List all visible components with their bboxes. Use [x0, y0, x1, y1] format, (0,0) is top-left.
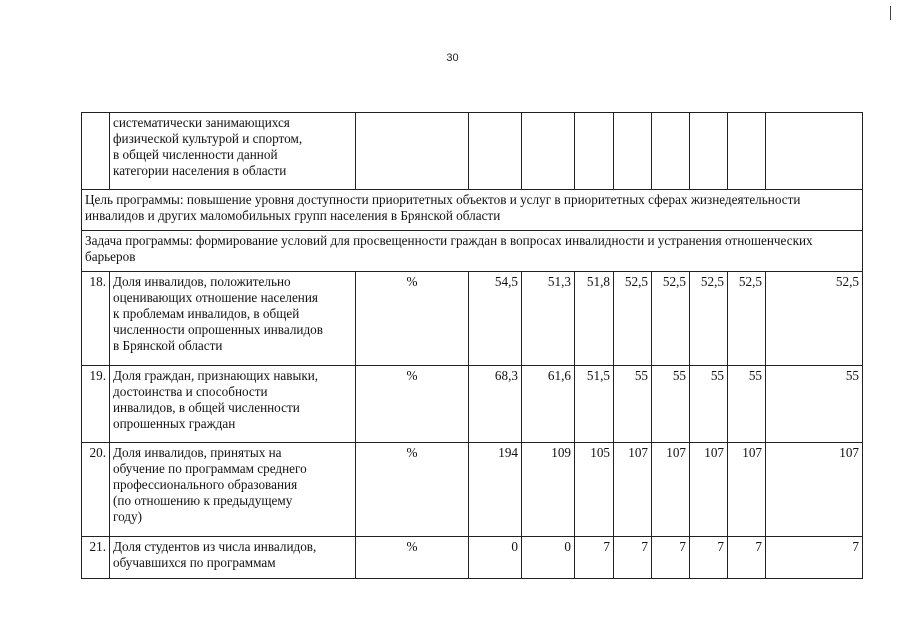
row-number: 19.: [82, 366, 110, 443]
table-row: [82, 272, 863, 366]
value-cell: [469, 113, 522, 190]
value-cell: 107: [690, 443, 728, 537]
page-number: 30: [446, 52, 459, 64]
value-cell: 7: [652, 537, 690, 579]
indicator-name: Доля инвалидов, принятых на обучение по программам среднего профессионального образования (по отношению к предыдущему году): [113, 445, 307, 524]
unit: %: [356, 366, 469, 443]
value-cell: 7: [690, 537, 728, 579]
value-cell: 55: [766, 366, 863, 443]
indicator-name-cell: [110, 537, 356, 579]
value-cell: 54,5: [469, 272, 522, 366]
unit-cell: [356, 113, 469, 190]
indicator-name: Доля инвалидов, положительно оценивающих отношение населения к проблемам инвалидов, в общей численности опрошенных инвалидов в Брянской области: [113, 274, 324, 353]
unit: %: [356, 537, 469, 579]
indicator-name-cell: [110, 366, 356, 443]
row-number: 18.: [82, 272, 110, 366]
value-cell: 105: [575, 443, 614, 537]
value-cell: 52,5: [766, 272, 863, 366]
value-cell: 107: [652, 443, 690, 537]
value-cell: 0: [469, 537, 522, 579]
value-cell: 7: [728, 537, 766, 579]
indicator-name-cell: [110, 443, 356, 537]
value-cell: [766, 113, 863, 190]
table-row: [82, 537, 863, 579]
value-cell: 107: [728, 443, 766, 537]
value-cell: 68,3: [469, 366, 522, 443]
value-cell: 55: [614, 366, 652, 443]
value-cell: 52,5: [728, 272, 766, 366]
value-cell: [575, 113, 614, 190]
value-cell: 107: [614, 443, 652, 537]
value-cell: [614, 113, 652, 190]
value-cell: 52,5: [690, 272, 728, 366]
table-row: [82, 366, 863, 443]
program-task-row: [82, 231, 863, 272]
table-row-continued: [82, 113, 863, 190]
value-cell: 109: [522, 443, 575, 537]
indicator-name-cell: систематически занимающихся физической культурой и спортом, в общей численности данной категории населения в области: [110, 113, 356, 190]
value-cell: 55: [690, 366, 728, 443]
value-cell: 7: [766, 537, 863, 579]
program-task-text: Задача программы: формирование условий для просвещенности граждан в вопросах инвалидности и устранения отношенческих барьеров: [82, 231, 863, 272]
scan-corner-mark: [890, 6, 891, 20]
value-cell: [690, 113, 728, 190]
row-number: 21.: [82, 537, 110, 579]
value-cell: 51,8: [575, 272, 614, 366]
value-cell: 52,5: [614, 272, 652, 366]
indicator-name: Доля граждан, признающих навыки, достоинства и способности инвалидов, в общей численности опрошенных граждан: [113, 368, 319, 431]
value-cell: 51,3: [522, 272, 575, 366]
value-cell: [652, 113, 690, 190]
row-number: 20.: [82, 443, 110, 537]
value-cell: 55: [652, 366, 690, 443]
value-cell: 7: [614, 537, 652, 579]
value-cell: 61,6: [522, 366, 575, 443]
program-goal-row: [82, 190, 863, 231]
value-cell: 107: [766, 443, 863, 537]
value-cell: 0: [522, 537, 575, 579]
unit: %: [356, 443, 469, 537]
value-cell: 51,5: [575, 366, 614, 443]
value-cell: 194: [469, 443, 522, 537]
value-cell: 52,5: [652, 272, 690, 366]
value-cell: 7: [575, 537, 614, 579]
value-cell: [728, 113, 766, 190]
indicator-name-cell: [110, 272, 356, 366]
value-cell: 55: [728, 366, 766, 443]
unit: %: [356, 272, 469, 366]
table-row: [82, 443, 863, 537]
row-number-cell: [82, 113, 110, 190]
value-cell: [522, 113, 575, 190]
indicators-table: [81, 112, 863, 579]
indicator-name: Доля студентов из числа инвалидов, обучавшихся по программам: [113, 539, 317, 570]
program-goal-text: Цель программы: повышение уровня доступности приоритетных объектов и услуг в приоритетных сферах жизнедеятельности инвалидов и других маломобильных групп населения в Брянской области: [82, 190, 863, 231]
